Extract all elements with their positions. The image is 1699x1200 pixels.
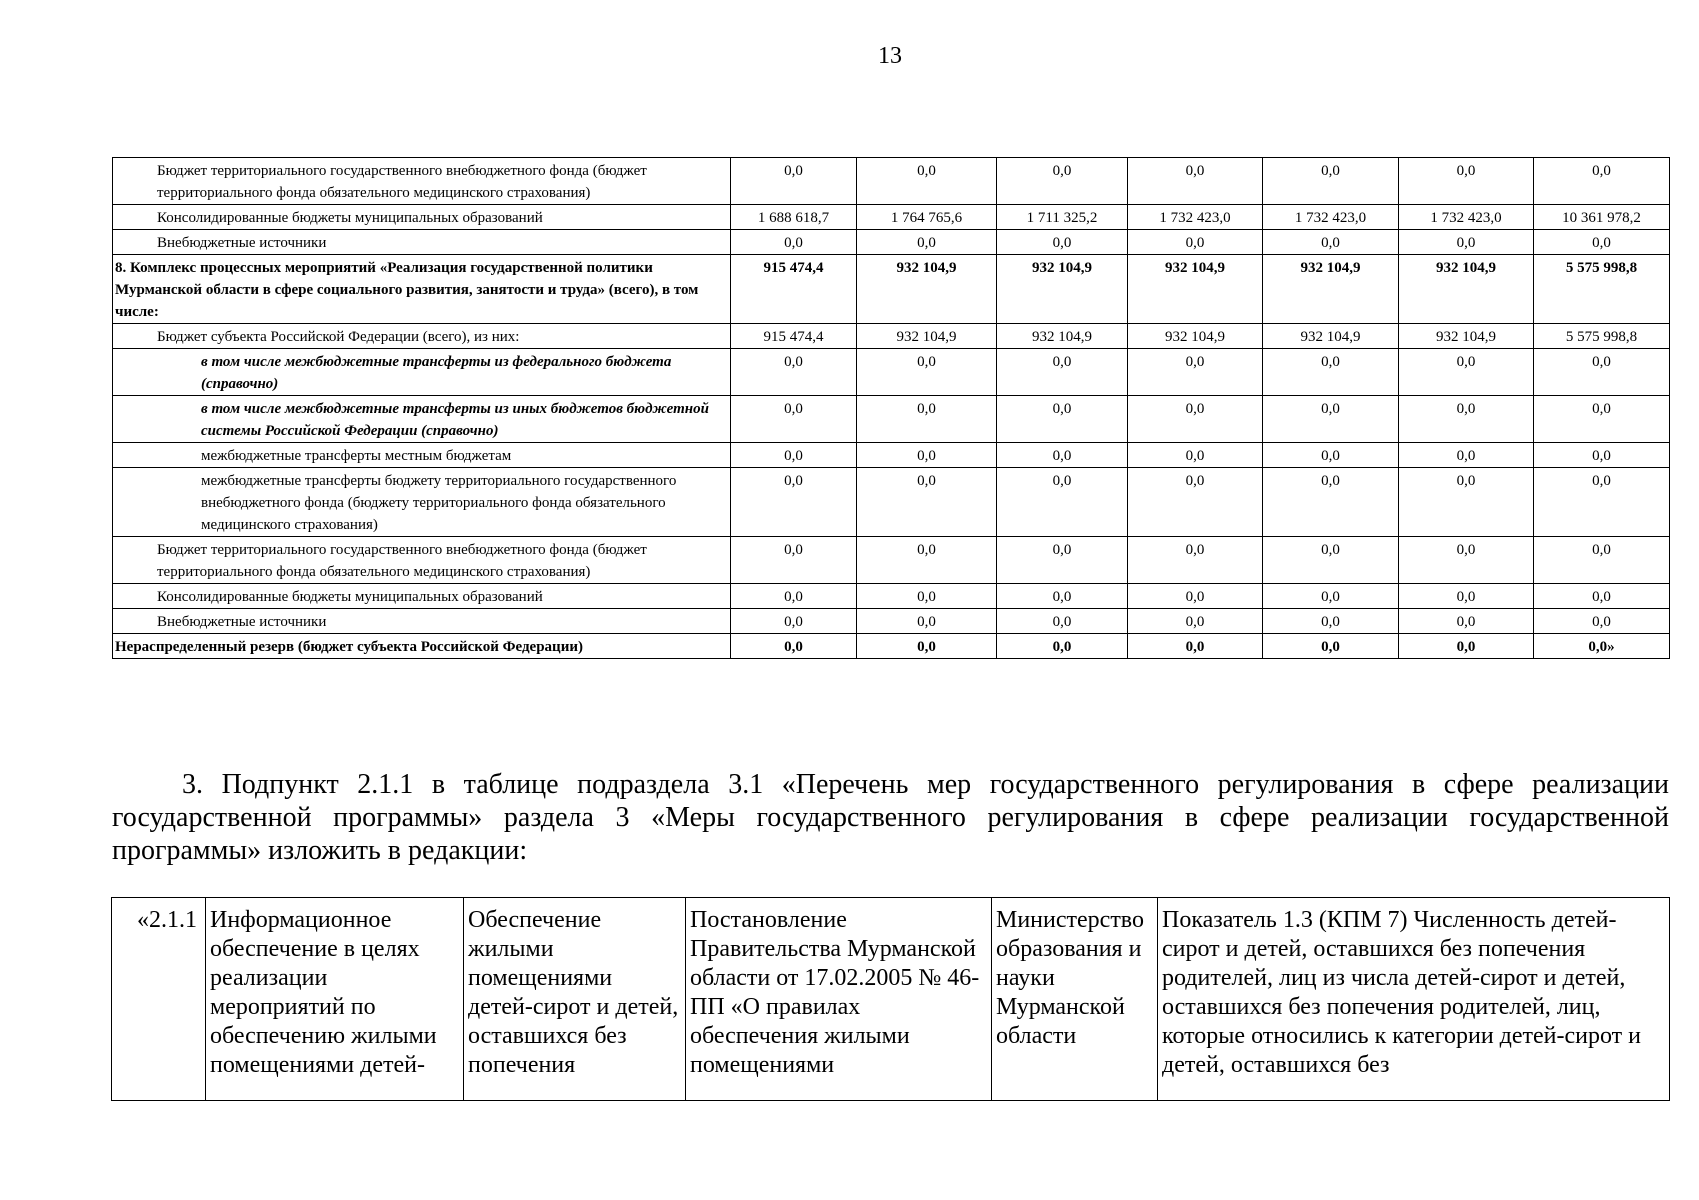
measures-table (111, 897, 1670, 1101)
budget-cell-value: 0,0 (1534, 609, 1670, 634)
budget-cell-value: 0,0 (731, 349, 857, 396)
budget-cell-value: 0,0 (997, 396, 1128, 443)
budget-cell-value: 0,0 (1399, 443, 1534, 468)
budget-row-label: в том числе межбюджетные трансферты из иных бюджетов бюджетной системы Российской Федерации (справочно) (113, 396, 731, 443)
budget-row (113, 634, 1670, 659)
budget-row-label: Нераспределенный резерв (бюджет субъекта Российской Федерации) (113, 634, 731, 659)
budget-row (113, 158, 1670, 205)
budget-cell-value: 1 732 423,0 (1399, 205, 1534, 230)
budget-cell-value: 1 732 423,0 (1263, 205, 1399, 230)
budget-cell-value: 1 711 325,2 (997, 205, 1128, 230)
measure-goal: Обеспечение жилыми помещениями детей-сирот и детей, оставшихся без попечения (464, 898, 686, 1101)
budget-cell-value: 0,0 (1128, 230, 1263, 255)
budget-cell-value: 0,0 (1263, 584, 1399, 609)
budget-cell-value: 10 361 978,2 (1534, 205, 1670, 230)
budget-cell-value: 0,0 (997, 584, 1128, 609)
budget-cell-value: 0,0 (731, 468, 857, 537)
budget-cell-value: 0,0 (1534, 537, 1670, 584)
budget-cell-value: 0,0 (1263, 158, 1399, 205)
budget-cell-value: 0,0 (731, 443, 857, 468)
budget-cell-value: 0,0 (731, 584, 857, 609)
budget-cell-value: 0,0 (1399, 609, 1534, 634)
budget-cell-value: 0,0 (997, 349, 1128, 396)
measure-row (112, 898, 1670, 1101)
budget-row-label: Бюджет субъекта Российской Федерации (всего), из них: (113, 324, 731, 349)
budget-cell-value: 0,0 (857, 609, 997, 634)
budget-cell-value: 0,0 (997, 468, 1128, 537)
budget-row (113, 396, 1670, 443)
budget-row-label: межбюджетные трансферты местным бюджетам (113, 443, 731, 468)
budget-cell-value: 0,0 (1263, 537, 1399, 584)
measure-number: «2.1.1 (112, 898, 206, 1101)
budget-cell-value: 0,0 (997, 230, 1128, 255)
budget-cell-value: 0,0 (857, 349, 997, 396)
budget-cell-value: 0,0 (1263, 396, 1399, 443)
measure-indicator: Показатель 1.3 (КПМ 7) Численность детей-сирот и детей, оставшихся без попечения родителей, лиц из числа детей-сирот и детей, оставшихся без попечения родителей, лиц, которые относились к категории детей-сирот и детей, оставшихся без (1158, 898, 1670, 1101)
budget-cell-value: 0,0 (731, 158, 857, 205)
budget-cell-value: 0,0 (1399, 584, 1534, 609)
budget-cell-value: 0,0 (857, 634, 997, 659)
budget-cell-value: 0,0 (857, 158, 997, 205)
budget-cell-value: 0,0 (1399, 349, 1534, 396)
budget-row (113, 255, 1670, 324)
budget-cell-value: 932 104,9 (1399, 324, 1534, 349)
budget-cell-value: 0,0 (1399, 634, 1534, 659)
budget-cell-value: 0,0 (857, 230, 997, 255)
budget-cell-value: 0,0 (857, 443, 997, 468)
budget-row (113, 537, 1670, 584)
budget-cell-value: 0,0 (1128, 584, 1263, 609)
budget-row-label: Бюджет территориального государственного внебюджетного фонда (бюджет территориального фонда обязательного медицинского страхования) (113, 537, 731, 584)
budget-cell-value: 0,0 (731, 230, 857, 255)
budget-cell-value: 0,0 (1263, 230, 1399, 255)
budget-cell-value: 0,0 (1263, 634, 1399, 659)
budget-cell-value: 0,0 (1128, 468, 1263, 537)
budget-cell-value: 1 764 765,6 (857, 205, 997, 230)
budget-cell-value: 0,0 (1399, 468, 1534, 537)
budget-cell-value: 0,0 (997, 609, 1128, 634)
budget-cell-value: 0,0 (1128, 443, 1263, 468)
budget-cell-value: 0,0 (1128, 158, 1263, 205)
budget-cell-value: 0,0 (1128, 349, 1263, 396)
budget-cell-value: 0,0 (731, 634, 857, 659)
budget-row (113, 230, 1670, 255)
budget-cell-value: 0,0 (1128, 396, 1263, 443)
measure-legal-act: Постановление Правительства Мурманской области от 17.02.2005 № 46-ПП «О правилах обеспечения жилыми помещениями (686, 898, 992, 1101)
budget-cell-value: 0,0 (1534, 396, 1670, 443)
budget-cell-value: 0,0 (1263, 349, 1399, 396)
budget-cell-value: 1 732 423,0 (1128, 205, 1263, 230)
budget-cell-value: 0,0 (1534, 230, 1670, 255)
budget-cell-value: 0,0 (997, 158, 1128, 205)
budget-cell-value: 915 474,4 (731, 324, 857, 349)
measure-executor: Министерство образования и науки Мурманской области (992, 898, 1158, 1101)
budget-cell-value: 0,0 (1128, 537, 1263, 584)
budget-cell-value: 0,0 (997, 537, 1128, 584)
budget-cell-value: 0,0 (1128, 634, 1263, 659)
amendment-paragraph: 3. Подпункт 2.1.1 в таблице подраздела 3.1 «Перечень мер государственного регулирования в сфере реализации государственной программы» раздела 3 «Меры государственного регулирования в сфере реализации государственной программы» изложить в редакции: (112, 769, 1669, 866)
budget-cell-value: 932 104,9 (1128, 255, 1263, 324)
budget-row-label: Бюджет территориального государственного внебюджетного фонда (бюджет территориального фонда обязательного медицинского страхования) (113, 158, 731, 205)
budget-row-label: межбюджетные трансферты бюджету территориального государственного внебюджетного фонда (бюджету территориального фонда обязательного медицинского страхования) (113, 468, 731, 537)
budget-cell-value: 0,0 (857, 584, 997, 609)
budget-cell-value: 0,0 (857, 468, 997, 537)
budget-cell-value: 0,0 (1534, 158, 1670, 205)
budget-cell-value: 0,0 (1534, 584, 1670, 609)
budget-row-label: Консолидированные бюджеты муниципальных образований (113, 205, 731, 230)
budget-cell-value: 0,0 (1263, 468, 1399, 537)
budget-cell-value: 0,0 (731, 537, 857, 584)
budget-cell-value: 0,0 (1399, 158, 1534, 205)
budget-cell-value: 0,0 (1263, 443, 1399, 468)
budget-cell-value: 932 104,9 (857, 255, 997, 324)
budget-cell-value: 0,0 (857, 396, 997, 443)
budget-cell-value: 5 575 998,8 (1534, 255, 1670, 324)
budget-cell-value: 0,0 (997, 634, 1128, 659)
budget-row (113, 584, 1670, 609)
budget-cell-value: 932 104,9 (997, 324, 1128, 349)
budget-cell-value: 0,0 (1399, 230, 1534, 255)
budget-cell-value: 0,0 (731, 609, 857, 634)
budget-cell-value: 932 104,9 (857, 324, 997, 349)
budget-table (112, 157, 1670, 659)
budget-row (113, 443, 1670, 468)
budget-row (113, 205, 1670, 230)
page-number: 13 (878, 43, 902, 69)
budget-cell-value: 915 474,4 (731, 255, 857, 324)
budget-cell-value: 932 104,9 (1128, 324, 1263, 349)
budget-cell-value: 5 575 998,8 (1534, 324, 1670, 349)
budget-row-label: Внебюджетные источники (113, 609, 731, 634)
budget-cell-value: 0,0 (1263, 609, 1399, 634)
budget-cell-value: 0,0 (731, 396, 857, 443)
budget-cell-value: 0,0 (1534, 468, 1670, 537)
budget-cell-value: 932 104,9 (1399, 255, 1534, 324)
budget-cell-value: 0,0» (1534, 634, 1670, 659)
budget-cell-value: 0,0 (1399, 537, 1534, 584)
budget-row (113, 468, 1670, 537)
budget-row-label: в том числе межбюджетные трансферты из федерального бюджета (справочно) (113, 349, 731, 396)
budget-cell-value: 0,0 (997, 443, 1128, 468)
budget-cell-value: 0,0 (857, 537, 997, 584)
budget-row-label: Внебюджетные источники (113, 230, 731, 255)
budget-cell-value: 0,0 (1534, 349, 1670, 396)
budget-row (113, 324, 1670, 349)
budget-row (113, 349, 1670, 396)
budget-cell-value: 932 104,9 (997, 255, 1128, 324)
budget-cell-value: 0,0 (1534, 443, 1670, 468)
budget-cell-value: 0,0 (1128, 609, 1263, 634)
budget-row-label: Консолидированные бюджеты муниципальных образований (113, 584, 731, 609)
budget-cell-value: 0,0 (1399, 396, 1534, 443)
budget-cell-value: 932 104,9 (1263, 324, 1399, 349)
budget-row-label: 8. Комплекс процессных мероприятий «Реализация государственной политики Мурманской области в сфере социального развития, занятости и труда» (всего), в том числе: (113, 255, 731, 324)
budget-cell-value: 932 104,9 (1263, 255, 1399, 324)
budget-cell-value: 1 688 618,7 (731, 205, 857, 230)
budget-row (113, 609, 1670, 634)
measure-name: Информационное обеспечение в целях реализации мероприятий по обеспечению жилыми помещениями детей- (206, 898, 464, 1101)
